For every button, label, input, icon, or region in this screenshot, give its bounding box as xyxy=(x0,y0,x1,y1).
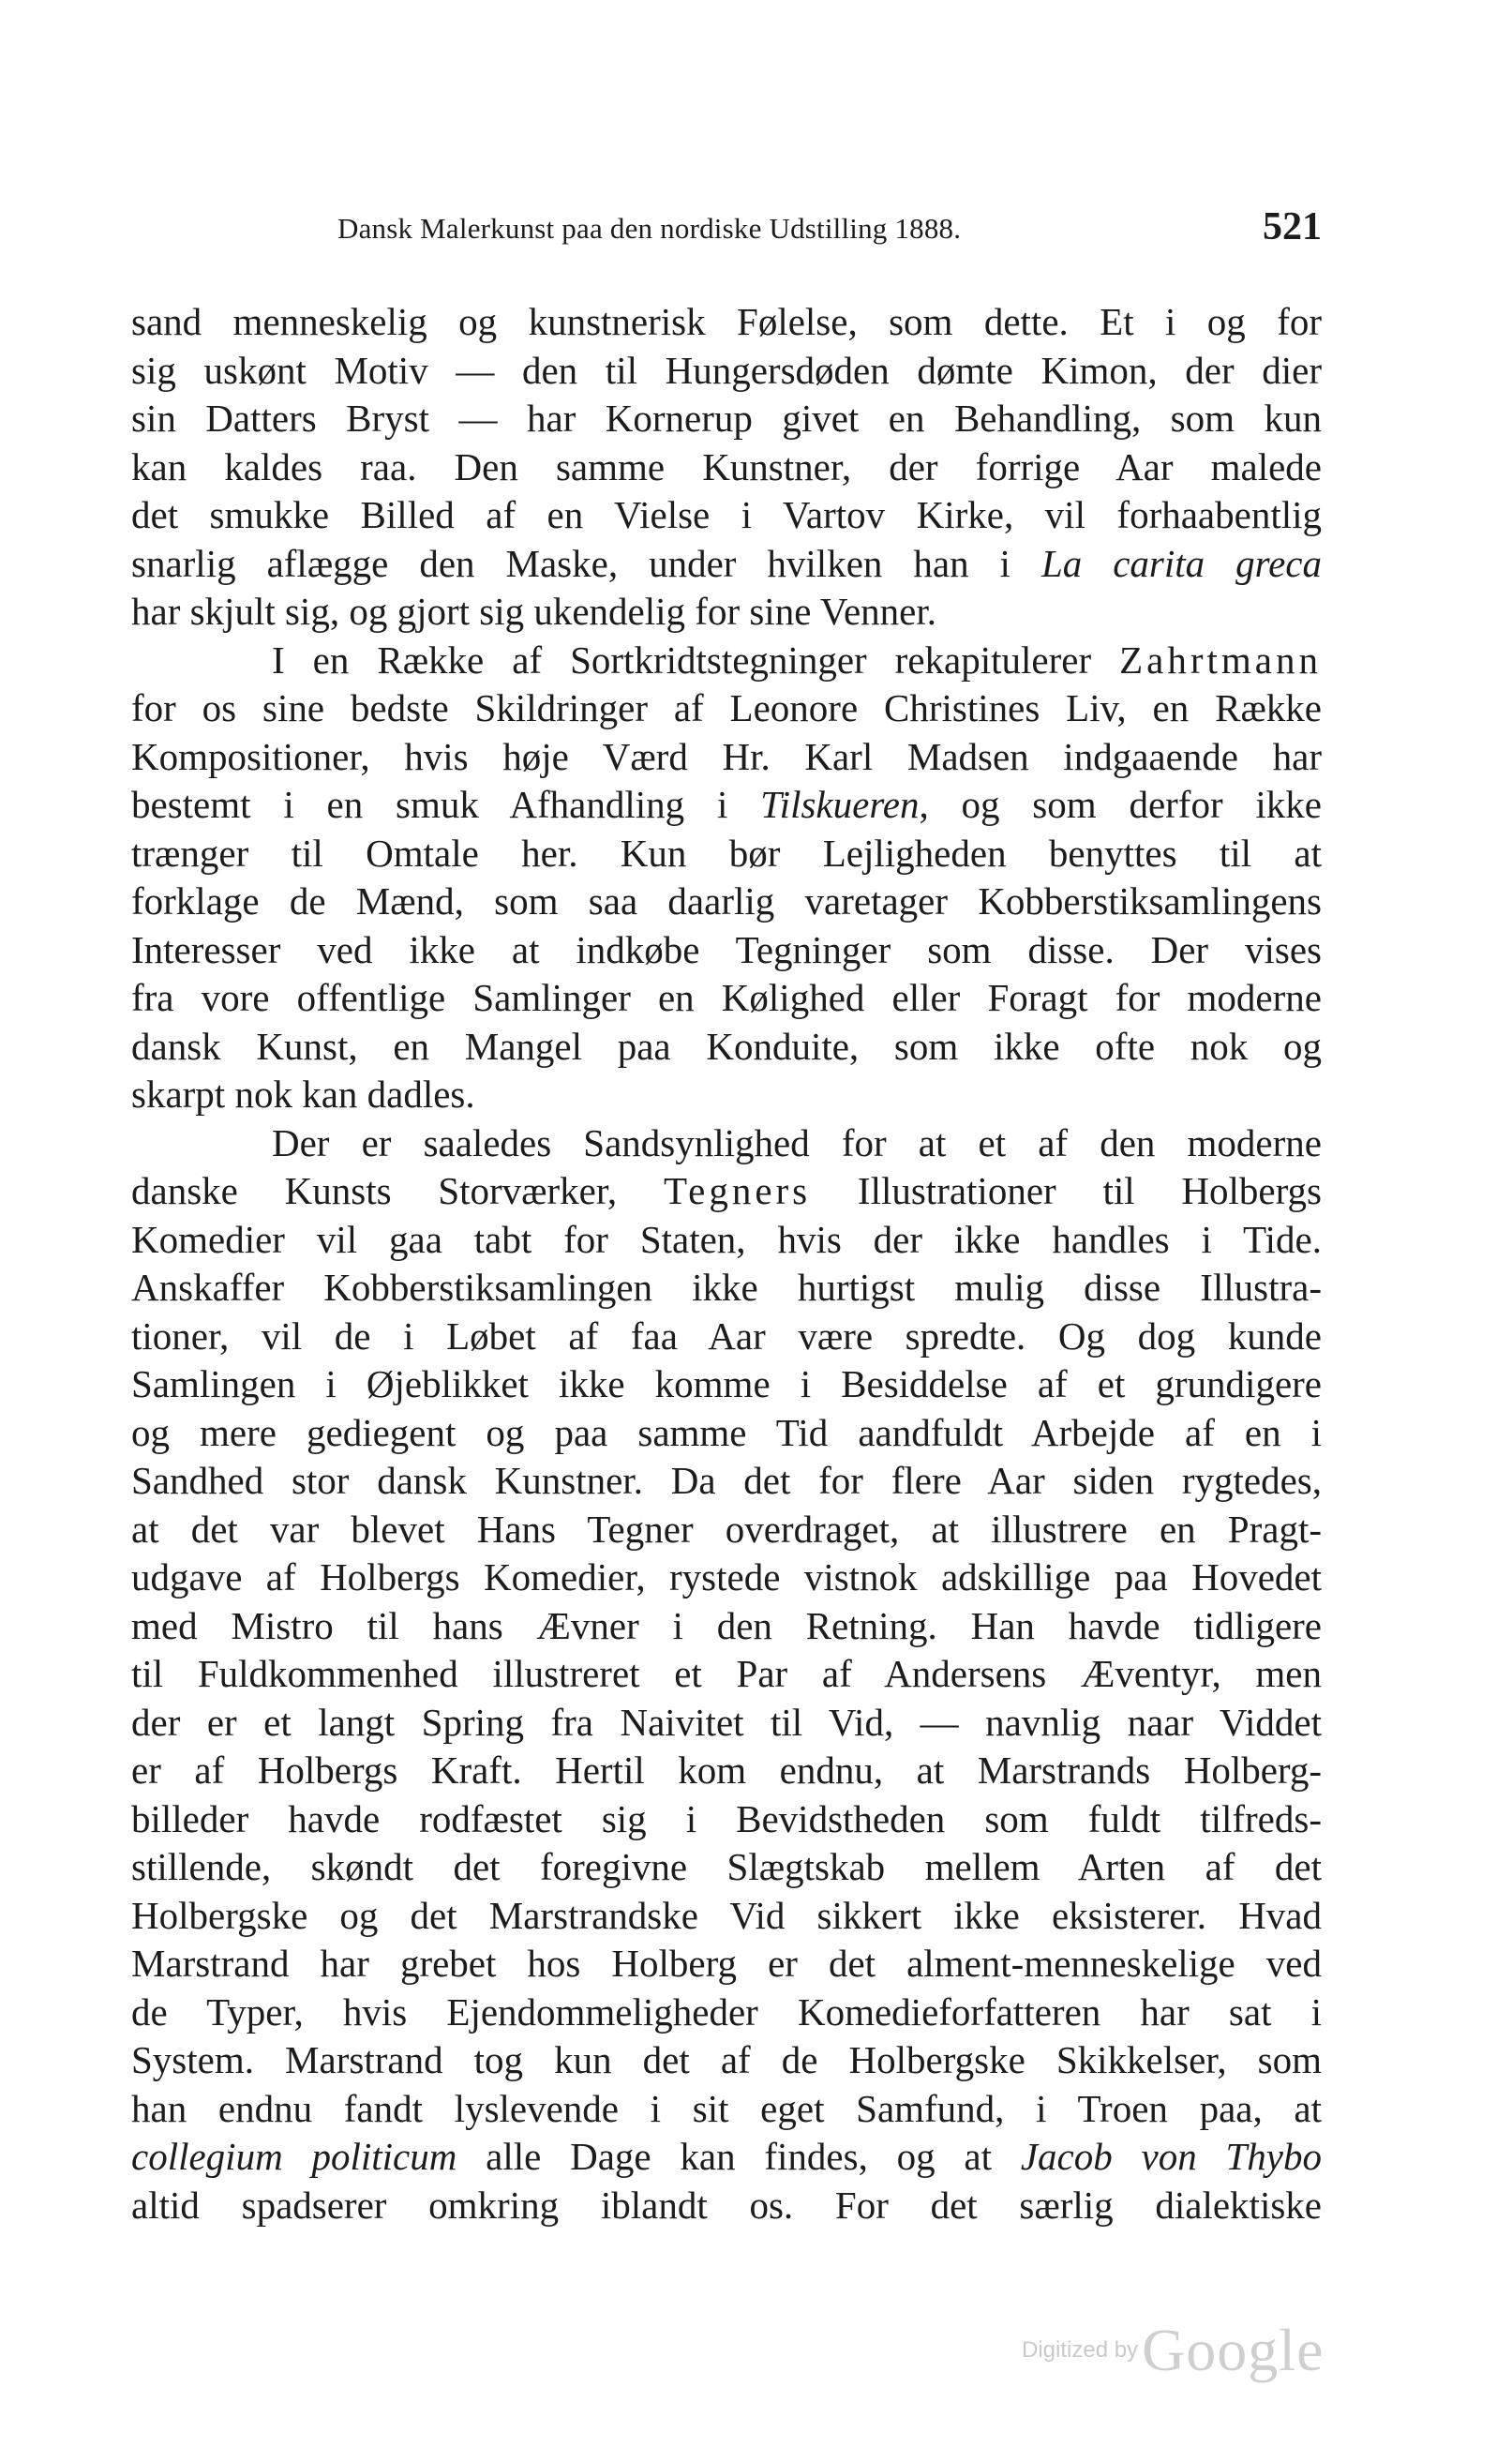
text-line xyxy=(131,1216,1322,1265)
text-line xyxy=(131,298,1322,347)
text-line xyxy=(131,1264,1322,1313)
text-line xyxy=(131,1602,1322,1651)
text-segment: Kompositioner, hvis høje Værd Hr. Karl Madsen indgaaende har xyxy=(131,734,1322,778)
text-line xyxy=(131,588,1322,637)
text-line xyxy=(131,540,1322,589)
text-line xyxy=(131,781,1322,830)
text-segment: , og som derfor ikke xyxy=(919,783,1322,826)
text-line xyxy=(131,1313,1322,1361)
text-segment: Marstrand har grebet hos Holberg er det alment-menneskelige ved xyxy=(131,1942,1322,1985)
text-segment: bestemt i en smuk Afhandling i xyxy=(131,783,761,826)
text-segment: billeder havde rodfæstet sig i Bevidstheden som fuldt tilfreds- xyxy=(131,1796,1322,1840)
spaced-name: Tegners xyxy=(663,1169,812,1212)
text-line xyxy=(131,1699,1322,1748)
text-segment: Anskaffer Kobberstiksamlingen ikke hurtigst mulig disse Illustra- xyxy=(131,1266,1322,1309)
spaced-name: Zahrtmann xyxy=(1119,638,1322,682)
text-line xyxy=(131,1457,1322,1506)
text-segment: til Fuldkommenhed illustreret et Par af Andersens Æventyr, men xyxy=(131,1652,1322,1695)
text-segment: System. Marstrand tog kun det af de Holbergske Skikkelser, som xyxy=(131,2038,1322,2081)
text-line xyxy=(131,1940,1322,1989)
running-head xyxy=(131,204,1322,261)
text-line xyxy=(131,443,1322,492)
text-line xyxy=(131,974,1322,1023)
text-segment: Der er saaledes Sandsynlighed for at et af den moderne xyxy=(272,1120,1322,1164)
text-line xyxy=(131,2085,1322,2134)
text-segment: Illustrationer til Holbergs xyxy=(811,1169,1322,1212)
google-logo: Google xyxy=(1142,2317,1325,2383)
text-line xyxy=(131,1023,1322,1072)
text-segment: sand menneskelig og kunstnerisk Følelse, som dette. Et i og for xyxy=(131,300,1322,343)
page-number: 521 xyxy=(1263,205,1322,248)
italic-title: La carita greca xyxy=(1040,541,1322,585)
text-segment: de Typer, hvis Ejendommeligheder Komedieforfatteren har sat i xyxy=(131,1989,1322,2034)
text-line xyxy=(131,1989,1322,2037)
text-segment: udgave af Holbergs Komedier, rystede vistnok adskillige paa Hovedet xyxy=(131,1555,1322,1599)
text-segment: der er et langt Spring fra Naivitet til Vid, — navnlig naar Viddet xyxy=(131,1700,1322,1744)
watermark-label: Digitized by xyxy=(1022,2337,1139,2363)
text-line xyxy=(131,733,1322,782)
text-line xyxy=(131,1409,1322,1458)
text-line xyxy=(131,684,1322,733)
text-segment: altid spadserer omkring iblandt os. For det særlig dialektiske xyxy=(131,2183,1322,2227)
italic-title: Tilskueren xyxy=(760,783,920,826)
text-line xyxy=(131,2133,1322,2182)
digitized-by-watermark xyxy=(1022,2316,1324,2385)
text-line xyxy=(131,1747,1322,1795)
text-segment: kan kaldes raa. Den samme Kunstner, der forrige Aar malede xyxy=(131,444,1322,488)
text-line xyxy=(131,878,1322,926)
text-line xyxy=(131,830,1322,878)
text-segment: alle Dage kan findes, og at xyxy=(457,2135,1021,2178)
text-segment: I en Række af Sortkridtstegninger rekapitulerer xyxy=(272,638,1120,682)
text-segment: skarpt nok kan dadles. xyxy=(131,1073,475,1116)
body-text xyxy=(131,298,1322,2229)
text-segment: Interesser ved ikke at indkøbe Tegninger som disse. Der vises xyxy=(131,927,1322,971)
text-line xyxy=(131,1071,1322,1119)
text-segment: snarlig aflægge den Maske, under hvilken han i xyxy=(131,541,1041,585)
text-segment: Sandhed stor dansk Kunstner. Da det for flere Aar siden rygtedes, xyxy=(131,1459,1322,1502)
text-line xyxy=(131,1650,1322,1699)
text-segment: Holbergske og det Marstrandske Vid sikkert ikke eksisterer. Hvad xyxy=(131,1893,1322,1937)
text-line xyxy=(131,1795,1322,1844)
text-line xyxy=(131,1167,1322,1216)
text-line xyxy=(131,2182,1322,2230)
text-segment: at det var blevet Hans Tegner overdraget, at illustrere en Pragt- xyxy=(131,1507,1322,1551)
text-line xyxy=(131,491,1322,540)
text-segment: tioner, vil de i Løbet af faa Aar være spredte. Og dog kunde xyxy=(131,1314,1322,1358)
text-line xyxy=(131,2036,1322,2085)
text-line xyxy=(131,637,1322,685)
text-line xyxy=(131,1119,1322,1168)
text-line xyxy=(131,1892,1322,1941)
text-segment: danske Kunsts Storværker, xyxy=(131,1169,664,1212)
text-segment: trænger til Omtale her. Kun bør Lejligheden benyttes til at xyxy=(131,831,1322,875)
text-segment: det smukke Billed af en Vielse i Vartov Kirke, vil forhaabentlig xyxy=(131,493,1322,536)
text-segment: dansk Kunst, en Mangel paa Konduite, som ikke ofte nok og xyxy=(131,1024,1322,1068)
text-line xyxy=(131,347,1322,396)
text-segment: han endnu fandt lyslevende i sit eget Samfund, i Troen paa, at xyxy=(131,2086,1322,2130)
text-line xyxy=(131,1506,1322,1554)
text-line xyxy=(131,395,1322,443)
text-segment: for os sine bedste Skildringer af Leonore Christines Liv, en Række xyxy=(131,686,1322,729)
text-segment: sig uskønt Motiv — den til Hungersdøden dømte Kimon, der dier xyxy=(131,348,1322,392)
text-segment: har skjult sig, og gjort sig ukendelig for sine Venner. xyxy=(131,590,936,633)
italic-title: Jacob von Thybo xyxy=(1020,2135,1322,2178)
italic-title: collegium politicum xyxy=(131,2135,457,2178)
text-line xyxy=(131,1554,1322,1602)
text-segment: er af Holbergs Kraft. Hertil kom endnu, at Marstrands Holberg- xyxy=(131,1749,1322,1792)
text-segment: med Mistro til hans Ævner i den Retning. Han havde tidligere xyxy=(131,1603,1322,1647)
text-segment: forklage de Mænd, som saa daarlig varetager Kobberstiksamlingens xyxy=(131,879,1322,923)
text-segment: fra vore offentlige Samlinger en Kølighed eller Foragt for moderne xyxy=(131,976,1322,1019)
text-line xyxy=(131,1843,1322,1892)
text-segment: stillende, skøndt det foregivne Slægtskab mellem Arten af det xyxy=(131,1845,1322,1888)
text-line xyxy=(131,1360,1322,1409)
text-segment: sin Datters Bryst — har Kornerup givet en Behandling, som kun xyxy=(131,397,1322,440)
text-segment: Samlingen i Øjeblikket ikke komme i Besiddelse af et grundigere xyxy=(131,1362,1322,1405)
running-title: Dansk Malerkunst paa den nordiske Udstilling 1888. xyxy=(337,212,962,245)
text-segment: og mere gediegent og paa samme Tid aandfuldt Arbejde af en i xyxy=(131,1410,1322,1454)
text-segment: Komedier vil gaa tabt for Staten, hvis der ikke handles i Tide. xyxy=(131,1217,1322,1261)
text-line xyxy=(131,926,1322,975)
